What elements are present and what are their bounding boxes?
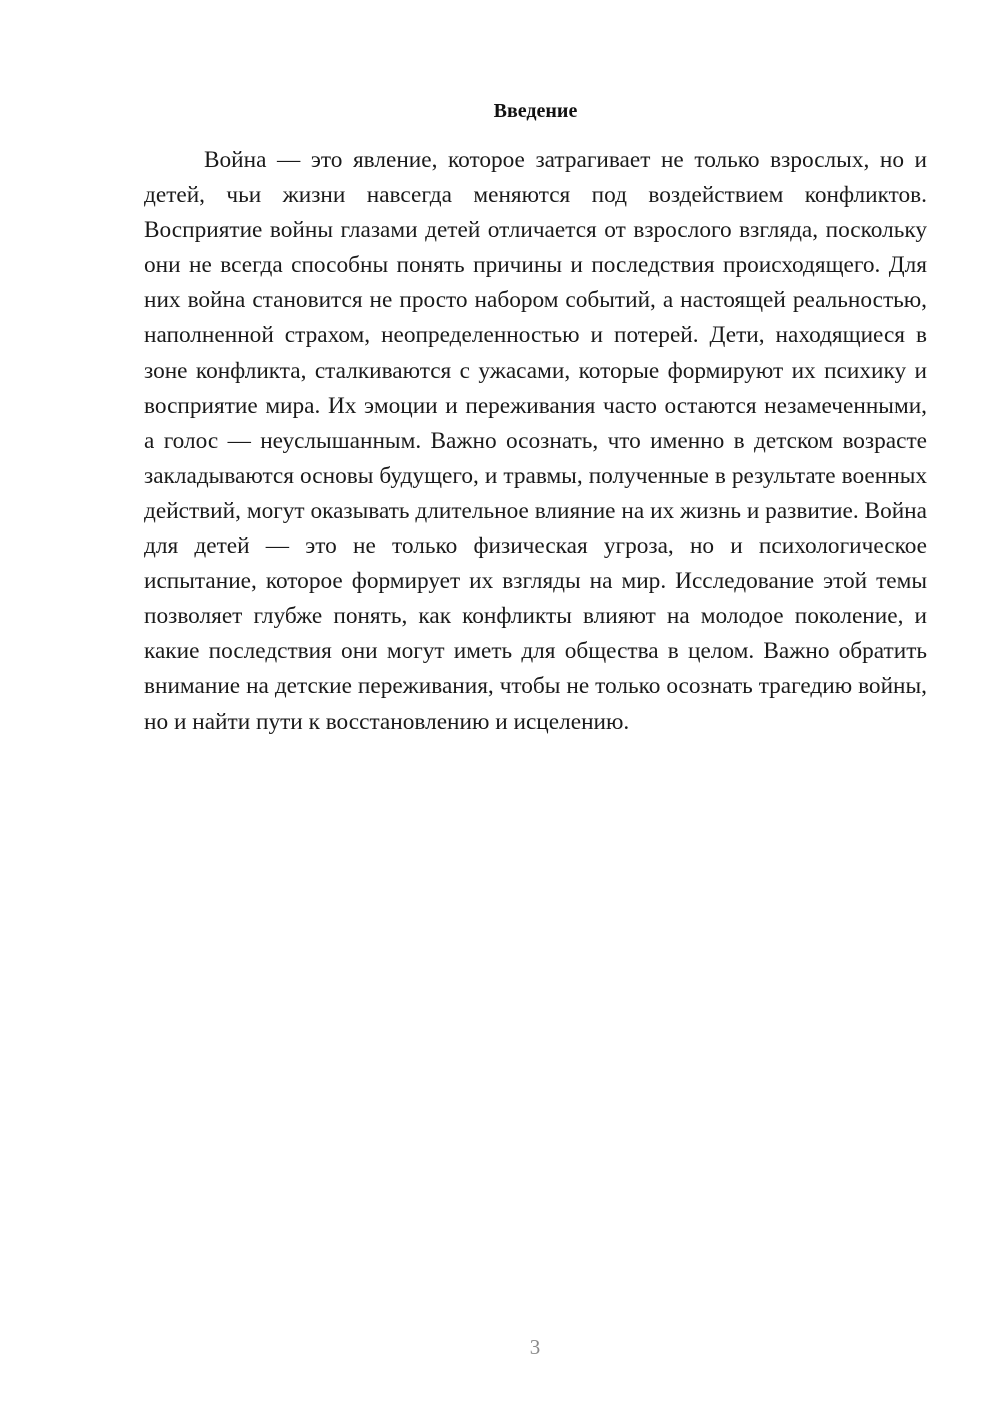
body-paragraph: Война — это явление, которое затрагивает не только взрослых, но и детей, чьи жизни навсегда меняются под воздействием конфликтов. Восприятие войны глазами детей отличается от взрослого взгляда, поскольку они не всегда способны понять причины и последствия происходящего. Для них война становится не просто набором событий, а настоящей реальностью, наполненной страхом, неопределенностью и потерей. Дети, находящиеся в зоне конфликта, сталкиваются с ужасами, которые формируют их психику и восприятие мира. Их эмоции и переживания часто остаются незамеченными, а голос — неуслышанным. Важно осознать, что именно в детском возрасте закладываются основы будущего, и травмы, полученные в результате военных действий, могут оказывать длительное влияние на их жизнь и развитие. Война для детей — это не только физическая угроза, но и психологическое испытание, которое формирует их взгляды на мир. Исследование этой темы позволяет глубже понять, как конфликты влияют на молодое поколение, и какие последствия они могут иметь для общества в целом. Важно обратить внимание на детские переживания, чтобы не только осознать трагедию войны, но и найти пути к восстановлению и исцелению. [144, 147, 927, 735]
page-number: 3 [529, 1335, 541, 1359]
section-heading: Введение [493, 100, 578, 122]
